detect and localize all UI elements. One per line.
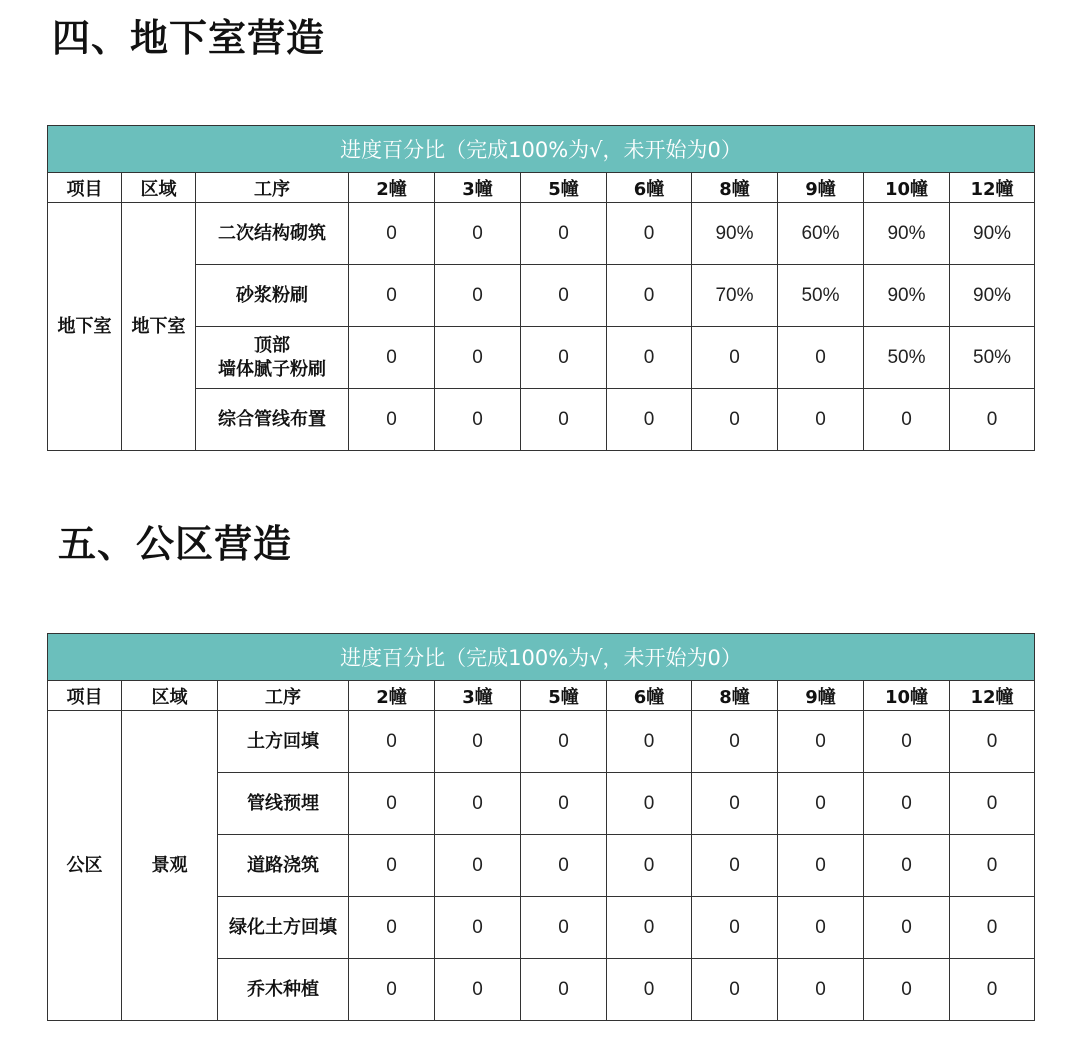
- value-cell: 0: [864, 773, 950, 835]
- value-cell: 0: [349, 711, 435, 773]
- table-row: [48, 711, 1035, 773]
- header-cell-building: 6幢: [607, 681, 692, 711]
- header-cell-building: 8幢: [692, 173, 778, 203]
- header-cell-building: 10幢: [864, 173, 950, 203]
- header-row: [48, 681, 1035, 711]
- value-cell: 0: [435, 327, 521, 389]
- header-cell-building: 12幢: [950, 173, 1035, 203]
- header-cell-area: 区域: [122, 681, 218, 711]
- value-cell: 0: [607, 203, 692, 265]
- header-cell-building: 5幢: [521, 681, 607, 711]
- value-cell: 0: [435, 265, 521, 327]
- value-cell: 0: [349, 327, 435, 389]
- value-cell: 0: [778, 959, 864, 1021]
- value-cell: 0: [950, 711, 1035, 773]
- process-cell: 综合管线布置: [196, 389, 349, 451]
- value-cell: 50%: [778, 265, 864, 327]
- process-cell: 道路浇筑: [218, 835, 349, 897]
- header-cell-area: 区域: [122, 173, 196, 203]
- header-cell-building: 5幢: [521, 173, 607, 203]
- header-cell-building: 9幢: [778, 681, 864, 711]
- project-cell: 地下室: [48, 203, 122, 451]
- public-area-progress-table: [47, 633, 1035, 1021]
- header-cell-process: 工序: [196, 173, 349, 203]
- value-cell: 0: [692, 959, 778, 1021]
- table-row: [48, 389, 1035, 451]
- progress-banner: 进度百分比（完成100%为√，未开始为0）: [48, 126, 1035, 173]
- header-cell-building: 9幢: [778, 173, 864, 203]
- value-cell: 0: [607, 265, 692, 327]
- value-cell: 0: [435, 959, 521, 1021]
- header-cell-building: 3幢: [435, 681, 521, 711]
- value-cell: 0: [607, 897, 692, 959]
- header-cell-project: 项目: [48, 681, 122, 711]
- header-cell-building: 2幢: [349, 681, 435, 711]
- value-cell: 90%: [864, 265, 950, 327]
- value-cell: 0: [521, 203, 607, 265]
- value-cell: 0: [778, 711, 864, 773]
- value-cell: 0: [349, 389, 435, 451]
- value-cell: 60%: [778, 203, 864, 265]
- project-cell: 公区: [48, 711, 122, 1021]
- process-cell: 绿化土方回填: [218, 897, 349, 959]
- value-cell: 0: [692, 389, 778, 451]
- process-cell: 砂浆粉刷: [196, 265, 349, 327]
- table-row: [48, 203, 1035, 265]
- value-cell: 0: [778, 389, 864, 451]
- header-cell-building: 8幢: [692, 681, 778, 711]
- value-cell: 0: [607, 389, 692, 451]
- value-cell: 0: [435, 203, 521, 265]
- value-cell: 0: [950, 959, 1035, 1021]
- section-title-public-area: 五、公区营造: [58, 522, 293, 566]
- header-cell-building: 3幢: [435, 173, 521, 203]
- value-cell: 0: [864, 711, 950, 773]
- value-cell: 0: [607, 327, 692, 389]
- value-cell: 0: [521, 265, 607, 327]
- value-cell: 0: [692, 897, 778, 959]
- value-cell: 0: [864, 389, 950, 451]
- progress-banner: 进度百分比（完成100%为√，未开始为0）: [48, 634, 1035, 681]
- value-cell: 90%: [950, 203, 1035, 265]
- value-cell: 0: [778, 897, 864, 959]
- process-cell: 管线预埋: [218, 773, 349, 835]
- value-cell: 0: [607, 835, 692, 897]
- table-row: [48, 327, 1035, 389]
- value-cell: 0: [692, 711, 778, 773]
- value-cell: 0: [864, 959, 950, 1021]
- value-cell: 0: [349, 265, 435, 327]
- value-cell: 0: [349, 959, 435, 1021]
- value-cell: 0: [435, 897, 521, 959]
- value-cell: 0: [521, 835, 607, 897]
- value-cell: 0: [692, 327, 778, 389]
- value-cell: 0: [692, 835, 778, 897]
- basement-progress-table: [47, 125, 1035, 451]
- value-cell: 0: [435, 389, 521, 451]
- value-cell: 0: [349, 835, 435, 897]
- value-cell: 0: [349, 897, 435, 959]
- header-cell-building: 12幢: [950, 681, 1035, 711]
- value-cell: 0: [950, 835, 1035, 897]
- value-cell: 0: [950, 773, 1035, 835]
- value-cell: 0: [521, 711, 607, 773]
- header-cell-process: 工序: [218, 681, 349, 711]
- header-cell-building: 6幢: [607, 173, 692, 203]
- value-cell: 0: [864, 897, 950, 959]
- value-cell: 70%: [692, 265, 778, 327]
- value-cell: 0: [435, 773, 521, 835]
- area-cell: 地下室: [122, 203, 196, 451]
- value-cell: 0: [521, 389, 607, 451]
- header-row: [48, 173, 1035, 203]
- value-cell: 90%: [950, 265, 1035, 327]
- header-cell-project: 项目: [48, 173, 122, 203]
- value-cell: 0: [435, 711, 521, 773]
- value-cell: 50%: [950, 327, 1035, 389]
- value-cell: 0: [607, 959, 692, 1021]
- area-cell: 景观: [122, 711, 218, 1021]
- table-row: [48, 265, 1035, 327]
- value-cell: 0: [349, 773, 435, 835]
- value-cell: 0: [692, 773, 778, 835]
- process-cell: 二次结构砌筑: [196, 203, 349, 265]
- value-cell: 0: [521, 773, 607, 835]
- value-cell: 0: [349, 203, 435, 265]
- value-cell: 0: [521, 897, 607, 959]
- value-cell: 0: [521, 327, 607, 389]
- value-cell: 50%: [864, 327, 950, 389]
- value-cell: 0: [950, 389, 1035, 451]
- process-cell: 顶部 墙体腻子粉刷: [196, 327, 349, 389]
- value-cell: 0: [607, 773, 692, 835]
- header-cell-building: 10幢: [864, 681, 950, 711]
- value-cell: 0: [435, 835, 521, 897]
- value-cell: 0: [778, 773, 864, 835]
- value-cell: 0: [521, 959, 607, 1021]
- value-cell: 0: [607, 711, 692, 773]
- header-cell-building: 2幢: [349, 173, 435, 203]
- process-cell: 乔木种植: [218, 959, 349, 1021]
- process-cell: 土方回填: [218, 711, 349, 773]
- value-cell: 90%: [864, 203, 950, 265]
- value-cell: 0: [950, 897, 1035, 959]
- value-cell: 0: [778, 835, 864, 897]
- section-title-basement: 四、地下室营造: [52, 16, 326, 60]
- value-cell: 90%: [692, 203, 778, 265]
- value-cell: 0: [864, 835, 950, 897]
- value-cell: 0: [778, 327, 864, 389]
